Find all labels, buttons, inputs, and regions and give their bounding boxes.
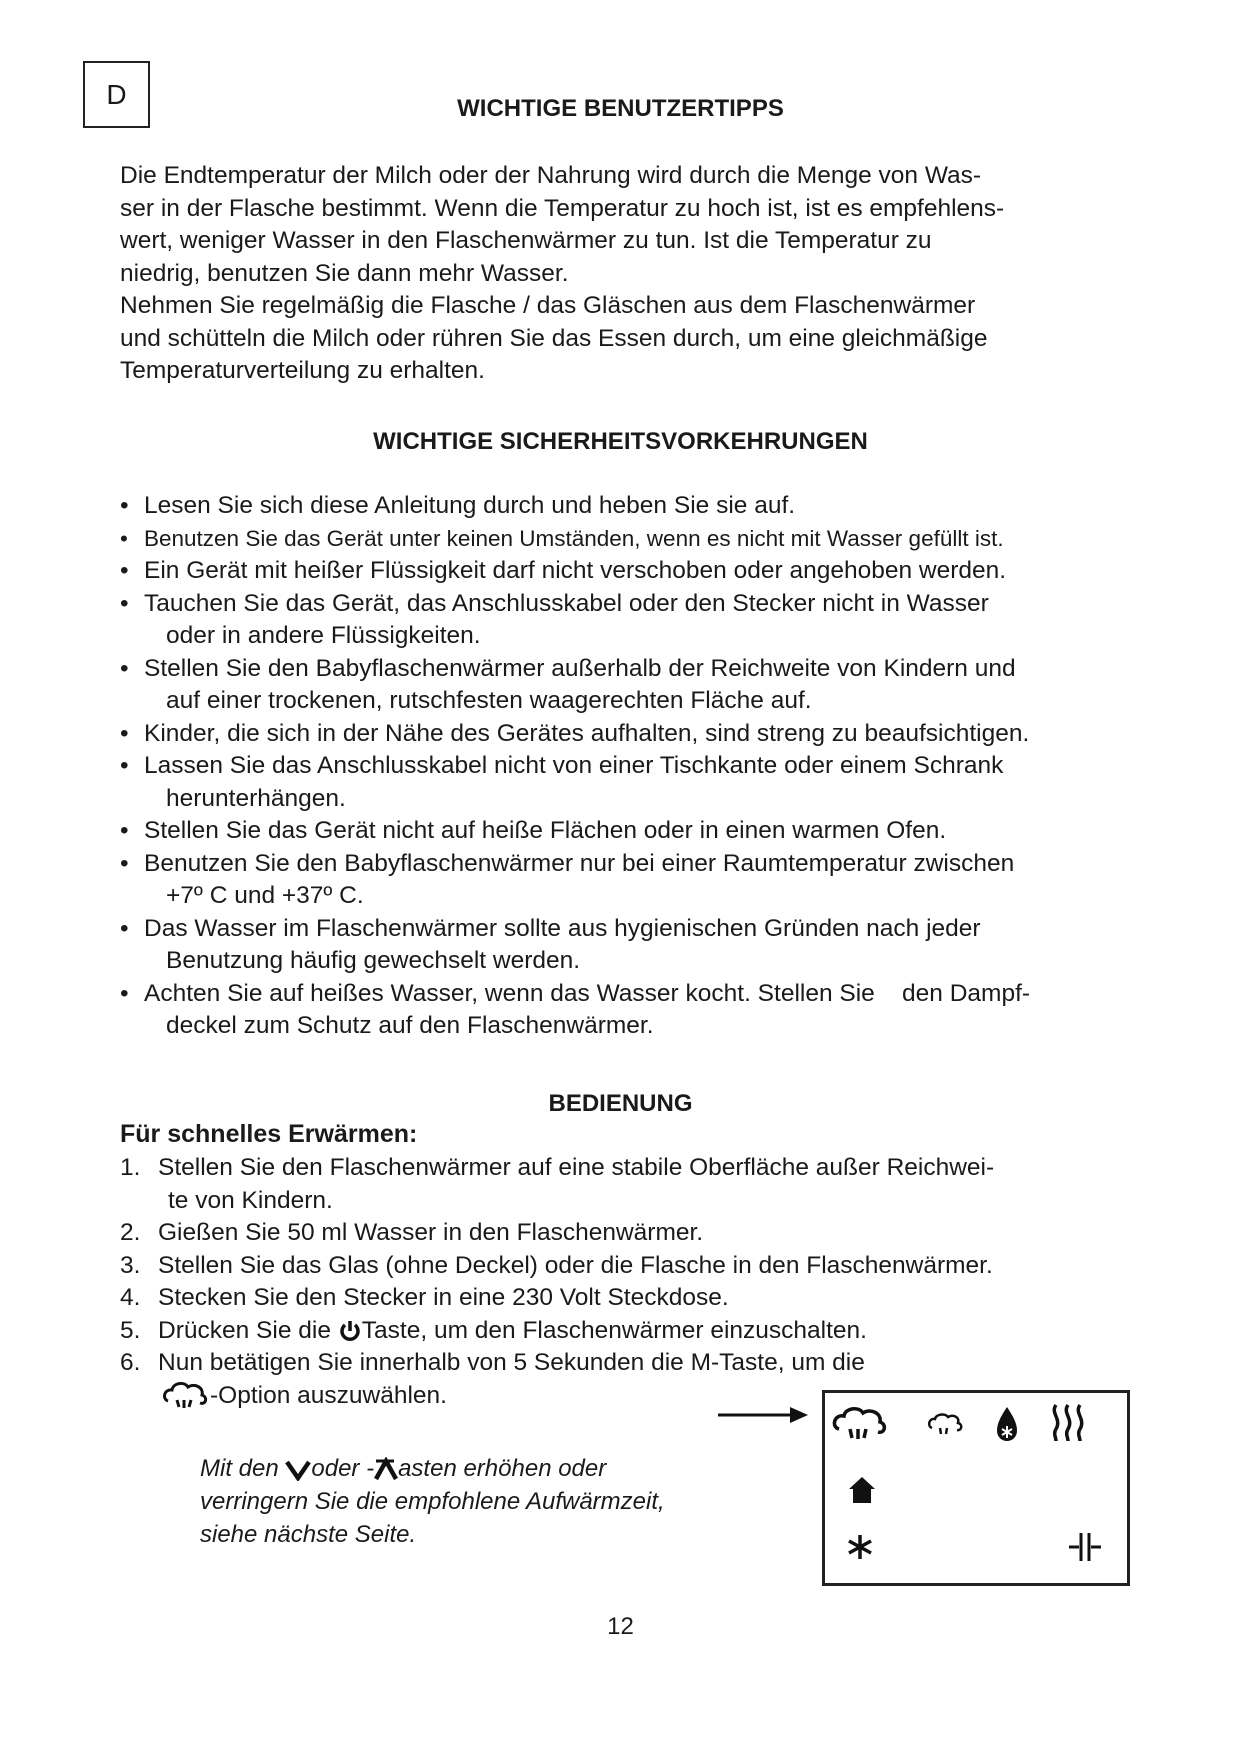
list-item: • Stellen Sie das Gerät nicht auf heiße Flächen oder in einen warmen Ofen. (120, 815, 1130, 848)
power-icon (338, 1320, 362, 1342)
subheading-quick-heating: Für schnelles Erwärmen: (120, 1120, 418, 1148)
large-cloud-icon (834, 1409, 884, 1439)
list-item: 5. Drücken Sie die Taste, um den Flaschenwärmer einzuschalten. (120, 1316, 867, 1344)
list-item: • Kinder, die sich in der Nähe des Gerätes aufhalten, sind streng zu beaufsichtigen. (120, 718, 1130, 751)
list-item: 4. Stecken Sie den Stecker in eine 230 Volt Steckdose. (120, 1284, 729, 1311)
list-item: • Lesen Sie sich diese Anleitung durch und heben Sie sie auf. (120, 490, 1130, 523)
user-tips-text (120, 160, 1130, 388)
list-item: 3. Stellen Sie das Glas (ohne Deckel) oder die Flasche in den Flaschenwärmer. (120, 1251, 993, 1279)
list-item: • Das Wasser im Flaschenwärmer sollte aus hygienischen Gründen nach jeder Benutzung häufig gewechselt werden. (120, 913, 1130, 978)
language-marker: D (106, 78, 127, 110)
user-tips-paragraph-2: Nehmen Sie regelmäßig die Flasche / das Gläschen aus dem Flaschenwärmer und schütteln die Milch oder rühren Sie das Essen durch, um eine gleichmäßige Temperaturverteilung zu erhalten. (120, 292, 988, 384)
note-text: Mit den oder - asten erhöhen oder verringern Sie die empfohlene Aufwärmzeit, siehe nächste Seite. (200, 1455, 665, 1548)
bottle-in-warmer-icon (1069, 1533, 1101, 1561)
steam-icon (1054, 1405, 1081, 1441)
snowflake-icon (849, 1535, 871, 1559)
operation-steps (120, 1152, 1130, 1412)
safety-list (120, 490, 1130, 1043)
lcd-display (822, 1390, 1130, 1586)
home-icon (849, 1477, 875, 1503)
list-item: 2. Gießen Sie 50 ml Wasser in den Flaschenwärmer. (120, 1219, 704, 1246)
frozen-drop-icon (997, 1407, 1017, 1441)
up-arrow-key-icon (374, 1457, 398, 1483)
pointer-arrow-icon (718, 1405, 810, 1425)
user-tips-paragraph-1: Die Endtemperatur der Milch oder der Nahrung wird durch die Menge von Was- ser in der Flasche bestimmt. Wenn die Temperatur zu hoch ist, ist es empfehlens- wert, weniger Wasser in den Flaschenwärmer zu tun. Ist die Temperatur zu niedrig, benutzen Sie dann mehr Wasser. (120, 162, 1005, 287)
heading-operation: BEDIENUNG (548, 1090, 693, 1117)
list-item: • Lassen Sie das Anschlusskabel nicht von einer Tischkante oder einem Schrank herunterhängen. (120, 750, 1130, 815)
list-item: • Achten Sie auf heißes Wasser, wenn das Wasser kocht. Stellen Sie den Dampf- deckel zum Schutz auf den Flaschenwärmer. (120, 978, 1130, 1043)
list-item: • Ein Gerät mit heißer Flüssigkeit darf nicht verschoben oder angehoben werden. (120, 555, 1130, 588)
list-item: • Benutzen Sie den Babyflaschenwärmer nur bei einer Raumtemperatur zwischen +7º C und +37º C. (120, 848, 1130, 913)
down-arrow-key-icon (285, 1459, 311, 1481)
heading-safety: WICHTIGE SICHERHEITSVORKEHRUNGEN (373, 428, 868, 455)
small-cloud-icon (929, 1415, 961, 1434)
list-item: • Tauchen Sie das Gerät, das Anschlusskabel oder den Stecker nicht in Wasser oder in andere Flüssigkeiten. (120, 588, 1130, 653)
quick-heat-cloud-icon (162, 1381, 210, 1411)
page-number: 12 (607, 1613, 634, 1640)
heading-user-tips: WICHTIGE BENUTZERTIPPS (457, 95, 784, 122)
list-item: • Benutzen Sie das Gerät unter keinen Umständen, wenn es nicht mit Wasser gefüllt ist. (120, 523, 1130, 556)
lcd-icons (825, 1393, 1127, 1583)
list-item: 1. Stellen Sie den Flaschenwärmer auf eine stabile Oberfläche außer Reichwei- te von Kindern. (120, 1154, 995, 1214)
list-item: 6. Nun betätigen Sie innerhalb von 5 Sekunden die M-Taste, um die -Option auszuwählen. (120, 1347, 1130, 1412)
list-item: • Stellen Sie den Babyflaschenwärmer außerhalb der Reichweite von Kindern und auf einer trockenen, rutschfesten waagerechten Fläche auf. (120, 653, 1130, 718)
